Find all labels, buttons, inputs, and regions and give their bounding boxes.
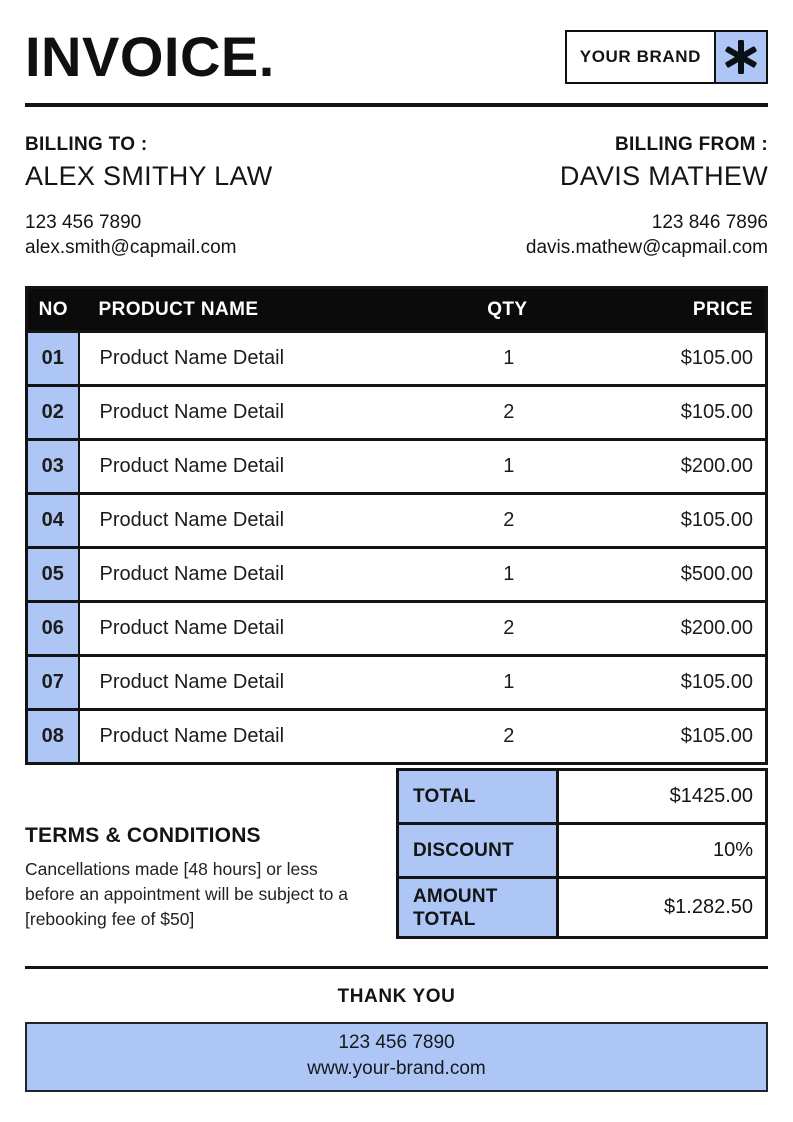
item-price: $500.00: [599, 548, 766, 602]
terms-section: [25, 768, 380, 932]
summary-table: [396, 768, 768, 939]
bottom-section: [25, 768, 768, 939]
billing-to-contact: [25, 210, 273, 260]
item-qty: 1: [479, 440, 599, 494]
header-rule: [25, 103, 768, 107]
billing-from-section: [526, 134, 768, 260]
column-qty: QTY: [479, 288, 599, 332]
footer-contact-box: [25, 1022, 768, 1092]
item-no: 02: [27, 386, 79, 440]
column-product-name: PRODUCT NAME: [79, 288, 480, 332]
asterisk-icon: [714, 32, 766, 82]
terms-heading: TERMS & CONDITIONS: [25, 824, 261, 847]
item-product: Product Name Detail: [79, 602, 480, 656]
item-no: 01: [27, 332, 79, 386]
item-product: Product Name Detail: [79, 494, 480, 548]
summary-row-discount: [398, 824, 767, 878]
footer-phone: 123 456 7890: [338, 1032, 455, 1053]
item-price: $105.00: [599, 386, 766, 440]
item-qty: 2: [479, 710, 599, 764]
column-price: PRICE: [599, 288, 766, 332]
billing-from-contact: [526, 210, 768, 260]
item-price: $105.00: [599, 494, 766, 548]
item-product: Product Name Detail: [79, 386, 480, 440]
invoice-title: INVOICE.: [25, 25, 275, 88]
item-no: 06: [27, 602, 79, 656]
item-product: Product Name Detail: [79, 332, 480, 386]
table-row: [27, 440, 767, 494]
summary-row-total: [398, 770, 767, 824]
billing-from-phone: 123 846 7896: [651, 212, 768, 233]
table-row: [27, 494, 767, 548]
item-product: Product Name Detail: [79, 710, 480, 764]
amount-total-label: AMOUNT TOTAL: [398, 878, 558, 938]
table-row: [27, 386, 767, 440]
item-price: $200.00: [599, 602, 766, 656]
item-qty: 2: [479, 386, 599, 440]
footer-website: www.your-brand.com: [307, 1058, 486, 1079]
billing-from-email: davis.mathew@capmail.com: [525, 237, 768, 258]
thank-you-text: THANK YOU: [337, 986, 456, 1007]
item-qty: 1: [479, 656, 599, 710]
discount-label: DISCOUNT: [398, 824, 558, 878]
item-no: 03: [27, 440, 79, 494]
item-price: $200.00: [599, 440, 766, 494]
items-header-row: [27, 288, 767, 332]
discount-value: 10%: [558, 824, 767, 878]
item-qty: 2: [479, 602, 599, 656]
table-row: [27, 656, 767, 710]
summary-row-amount-total: [398, 878, 767, 938]
brand-label: YOUR BRAND: [579, 47, 701, 66]
item-price: $105.00: [599, 656, 766, 710]
item-no: 08: [27, 710, 79, 764]
column-no: NO: [27, 288, 79, 332]
billing-to-name: ALEX SMITHY LAW: [25, 161, 273, 191]
billing-to-section: [25, 134, 273, 260]
billing-to-phone: 123 456 7890: [25, 212, 142, 233]
brand-badge: [565, 30, 768, 84]
item-qty: 1: [479, 332, 599, 386]
amount-total-value: $1.282.50: [558, 878, 767, 938]
item-product: Product Name Detail: [79, 548, 480, 602]
item-price: $105.00: [599, 332, 766, 386]
table-row: [27, 332, 767, 386]
item-qty: 2: [479, 494, 599, 548]
item-no: 04: [27, 494, 79, 548]
item-price: $105.00: [599, 710, 766, 764]
item-product: Product Name Detail: [79, 656, 480, 710]
billing-to-label: BILLING TO :: [25, 134, 148, 155]
billing-from-name: DAVIS MATHEW: [559, 161, 768, 191]
billing-section: [25, 134, 768, 260]
items-table: [25, 286, 768, 765]
item-product: Product Name Detail: [79, 440, 480, 494]
header: [25, 24, 768, 90]
item-qty: 1: [479, 548, 599, 602]
footer-rule: [25, 966, 768, 969]
table-row: [27, 548, 767, 602]
item-no: 07: [27, 656, 79, 710]
item-no: 05: [27, 548, 79, 602]
total-value: $1425.00: [558, 770, 767, 824]
billing-from-label: BILLING FROM :: [614, 134, 768, 155]
table-row: [27, 602, 767, 656]
table-row: [27, 710, 767, 764]
terms-body: Cancellations made [48 hours] or less before an appointment will be subject to a [rebooking fee of $50]: [25, 859, 348, 929]
total-label: TOTAL: [398, 770, 558, 824]
billing-to-email: alex.smith@capmail.com: [25, 237, 237, 258]
